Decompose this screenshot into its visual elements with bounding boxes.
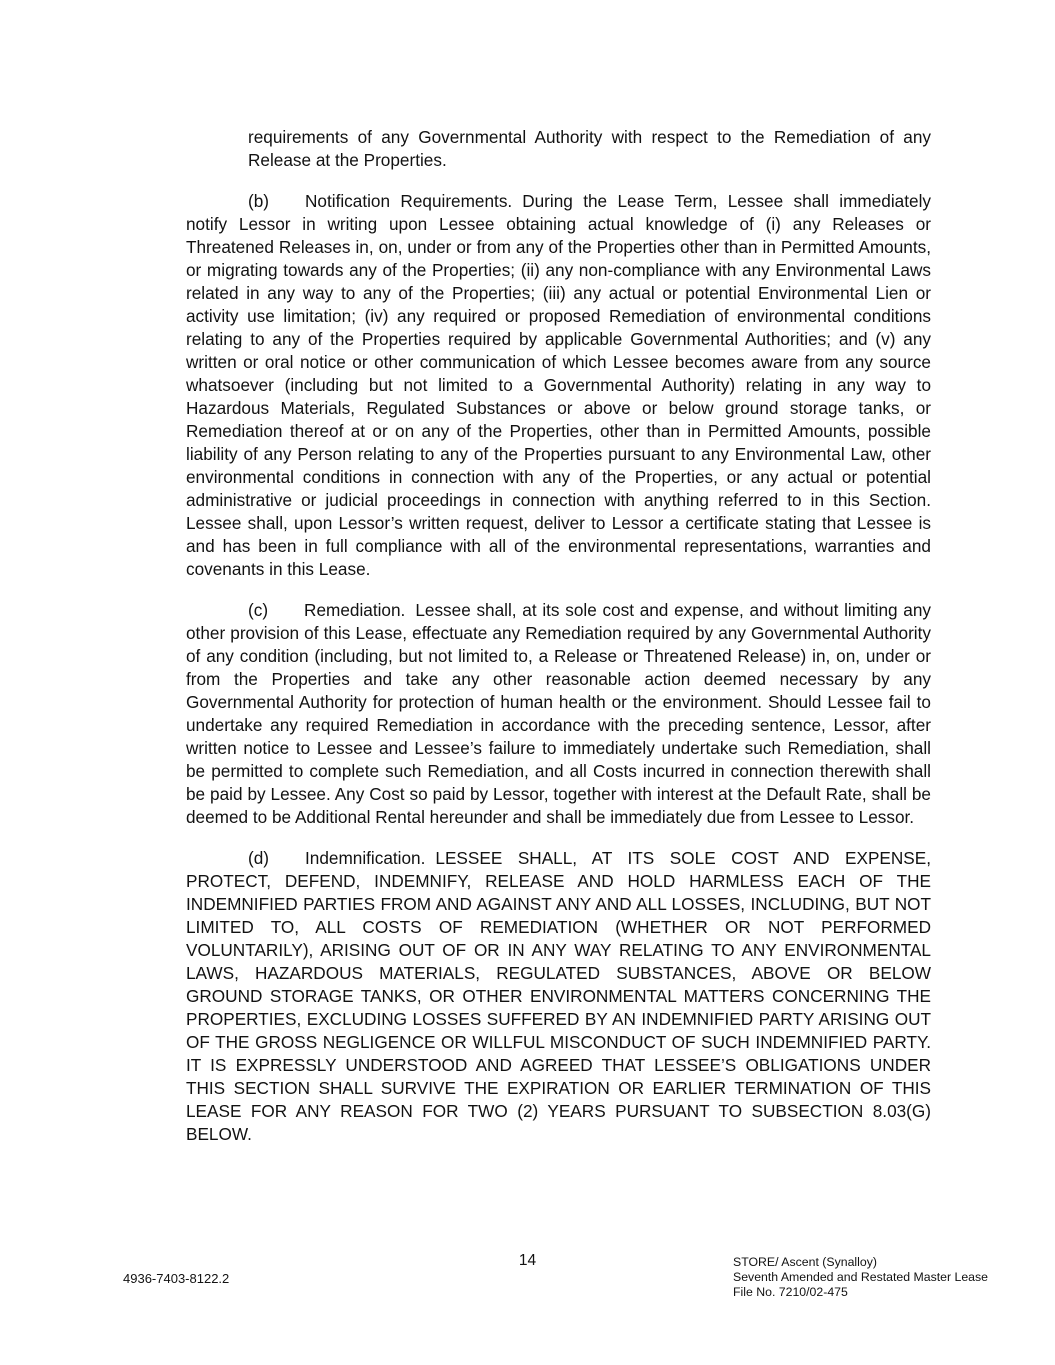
paragraph-d xyxy=(186,847,931,1146)
page-body xyxy=(186,126,931,1164)
section-heading-indemnification: Indemnification. xyxy=(305,848,426,868)
footer-doc-info xyxy=(733,1255,988,1299)
section-heading-remediation: Remediation. xyxy=(304,600,406,620)
footer-doc-id: 4936-7403-8122.2 xyxy=(123,1271,230,1286)
section-label-d: (d) xyxy=(248,848,270,868)
paragraph-b xyxy=(186,190,931,581)
section-body-indemnification: LESSEE SHALL, AT ITS SOLE COST AND EXPENSE, PROTECT, DEFEND, INDEMNIFY, RELEASE AND HOLD HARMLESS EACH OF THE INDEMNIFIED PARTIES FROM AND AGAINST ANY AND ALL LOSSES, INCLUDING, BUT NOT LIMITED TO, ALL COSTS OF REMEDIATION (WHETHER OR NOT PERFORMED VOLUNTARILY), ARISING OUT OF OR IN ANY WAY RELATING TO ANY ENVIRONMENTAL LAWS, HAZARDOUS MATERIALS, REGULATED SUBSTANCES, ABOVE OR BELOW GROUND STORAGE TANKS, OR OTHER ENVIRONMENTAL MATTERS CONCERNING THE PROPERTIES, EXCLUDING LOSSES SUFFERED BY AN INDEMNIFIED PARTY ARISING OUT OF THE GROSS NEGLIGENCE OR WILLFUL MISCONDUCT OF SUCH INDEMNIFIED PARTY. IT IS EXPRESSLY UNDERSTOOD AND AGREED THAT LESSEE’S OBLIGATIONS UNDER THIS SECTION SHALL SURVIVE THE EXPIRATION OR EARLIER TERMINATION OF THIS LEASE FOR ANY REASON FOR TWO (2) YEARS PURSUANT TO SUBSECTION 8.03(G) BELOW. xyxy=(186,848,931,1144)
section-label-b: (b) xyxy=(248,191,270,211)
section-heading-notification-requirements: Notification Requirements. xyxy=(305,191,513,211)
section-label-c: (c) xyxy=(248,600,269,620)
section-body-remediation: Lessee shall, at its sole cost and expense, and without limiting any other provision of this Lease, effectuate any Remediation required by any Governmental Authority of any condition (including, but not limited to, a Release or Threatened Release) in, on, under or from the Properties and take any other reasonable action deemed necessary by any Governmental Authority for protection of human health or the environment. Should Lessee fail to undertake any required Remediation in accordance with the preceding sentence, Lessor, after written notice to Lessee and Lessee’s failure to immediately undertake such Remediation, shall be permitted to complete such Remediation, and all Costs incurred in connection therewith shall be paid by Lessee. Any Cost so paid by Lessor, together with interest at the Default Rate, shall be deemed to be Additional Rental hereunder and shall be immediately due from Lessee to Lessor. xyxy=(186,600,931,827)
section-body-notification-requirements: During the Lease Term, Lessee shall immediately notify Lessor in writing upon Lessee obtaining actual knowledge of (i) any Releases or Threatened Releases in, on, under or from any of the Properties other than in Permitted Amounts, or migrating towards any of the Properties; (ii) any non-compliance with any Environmental Laws related in any way to any of the Properties; (iii) any actual or potential Environmental Lien or activity use limitation; (iv) any required or proposed Remediation of environmental conditions relating to any of the Properties required by applicable Governmental Authorities; and (v) any written or oral notice or other communication of which Lessee becomes aware from any source whatsoever (including but not limited to a Governmental Authority) relating in any way to Hazardous Materials, Regulated Substances or above or below ground storage tanks, or Remediation thereof at or on any of the Properties, other than in Permitted Amounts, possible liability of any Person relating to any of the Properties pursuant to any Environmental Law, other environmental conditions in connection with any of the Properties, or any actual or potential administrative or judicial proceedings in connection with anything referred to in this Section. Lessee shall, upon Lessor’s written request, deliver to Lessor a certificate stating that Lessee is and has been in full compliance with all of the environmental representations, warranties and covenants in this Lease. xyxy=(186,191,931,579)
paragraph-c xyxy=(186,599,931,829)
footer-page-number: 14 xyxy=(518,1252,537,1269)
footer-doc-info-line-2: Seventh Amended and Restated Master Lease xyxy=(733,1269,988,1284)
footer-doc-info-line-3: File No. 7210/02-475 xyxy=(733,1284,848,1299)
paragraph-continuation: requirements of any Governmental Authority with respect to the Remediation of any Release at the Properties. xyxy=(248,127,931,170)
footer-doc-info-line-1: STORE/ Ascent (Synalloy) xyxy=(733,1255,877,1269)
